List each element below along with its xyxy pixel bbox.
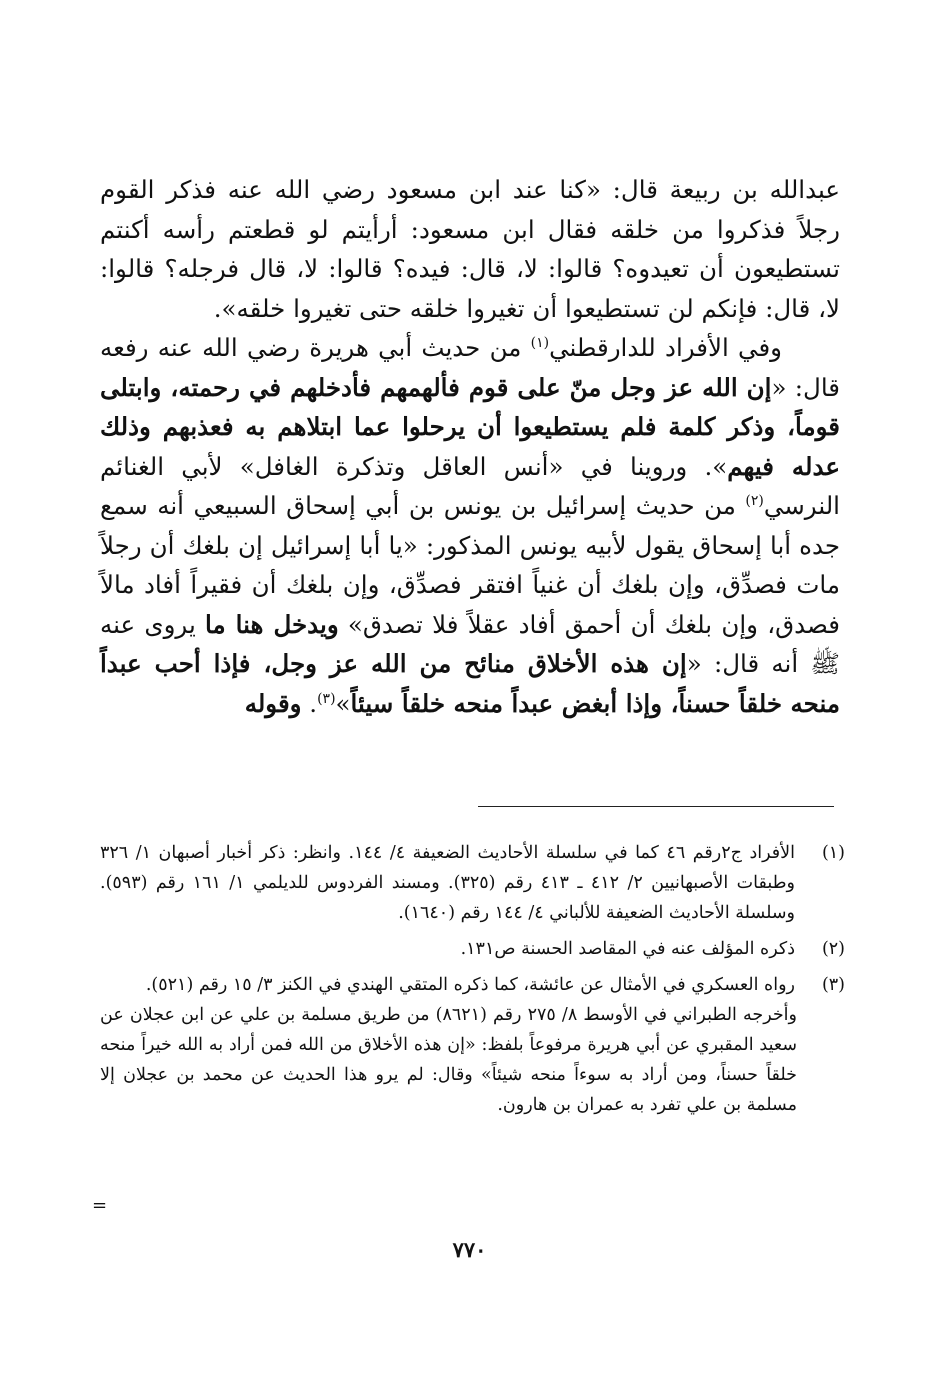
text-span: وفي الأفراد للدارقطني [549,333,782,362]
text-span: » [335,688,351,718]
bold-phrase: ويدخل هنا ما [205,609,339,639]
page-number: ٧٧٠ [452,1237,487,1262]
hadith-text: إن هذه الأخلاق منائح من الله عز وجل، فإذا أحب عبداً منحه خلقاً حسناً، وإذا أبغض عبداً منحه خلقاً سيئاً [100,649,840,718]
footnote-number: (٢) [821,939,845,959]
footnote-2 [100,934,845,964]
footnote-ref-2[interactable]: (٢) [745,492,764,509]
paragraph-2 [100,328,840,723]
footnote-line: وأخرجه الطبراني في الأوسط ٨/ ٢٧٥ رقم (٨٦٢١) من طريق مسلمة بن علي عن ابن عجلان عن سعيد المقبري عن أبي هريرة مرفوعاً بلفظ: «إن هذه الأخلاق من الله فمن أراد به الله خيراً منحه خلقاً حسناً، ومن أراد به سوءاً منحه شيئاً» وقال: لم يرو هذا الحديث عن محمد بن عجلان إلا مسلمة بن علي تفرد به عمران بن هارون. [100,1005,797,1115]
main-text [100,170,840,723]
footnote-text [100,934,795,964]
footnotes [100,838,845,1126]
text-span: يروى عنه ﷺ أنه قال: « [100,609,840,678]
text-span: . [301,688,318,718]
footnote-ref-3[interactable]: (٣) [317,690,336,707]
text-span: من حديث أبي هريرة رضي الله عنه رفعه قال: « [100,333,840,402]
paragraph-1: عبدالله بن ربيعة قال: «كنا عند ابن مسعود رضي الله عنه فذكر القوم رجلاً فذكروا من خلقه فقال ابن مسعود: أرأيتم لو قطعتم رأسه أكنتم تستطيعون أن تعيدوه؟ قالوا: لا، قال: فيده؟ قالوا: لا، قال فرجله؟ قالوا: لا، قال: فإنكم لن تستطيعوا أن تغيروا خلقه حتى تغيروا خلقه». [100,175,840,323]
footnote-line: الأفراد ج٢رقم ٤٦ كما في سلسلة الأحاديث الضعيفة ٤/ ١٤٤. وانظر: ذكر أخبار أصبهان ١/ ٣٢٦ وطبقات الأصبهانيين ٢/ ٤١٢ ـ ٤١٣ رقم (٣٢٥). ومسند الفردوس للديلمي ١/ ١٦١ رقم (٥٩٣). وسلسلة الأحاديث الضعيفة للألباني ٤/ ١٤٤ رقم (١٦٤٠). [100,843,795,923]
footnote-line: ذكره المؤلف عنه في المقاصد الحسنة ص١٣١. [460,939,795,959]
footnote-line: رواه العسكري في الأمثال عن عائشة، كما ذكره المتقي الهندي في الكنز ٣/ ١٥ رقم (٥٢١). [145,975,795,995]
footnote-text [100,970,795,1120]
margin-mark: = [92,1195,108,1216]
text-span: من حديث إسرائيل بن يونس بن أبي إسحاق السبيعي أنه سمع جده أبا إسحاق يقول لأبيه يونس المذكور: «يا أبا إسرائيل إن بلغك أن رجلاً مات فصدِّق، وإن بلغك أن غنياً افتقر فصدِّق، وإن بلغك أن فقيراً أفاد مالاً فصدق، وإن بلغك أن أحمق أفاد عقلاً فلا تصدق» [100,491,840,639]
footnote-ref-1[interactable]: (١) [530,334,550,351]
footnote-number: (١) [821,843,845,863]
hadith-text: إن الله عز وجل منّ على قوم فألهمهم فأدخلهم في رحمته، وابتلى قوماً، وذكر كلمة فلم يستطيعوا أن يرحلوا عما ابتلاهم به فعذبهم وذلك عدله فيهم [100,372,841,481]
footnote-1 [100,838,845,928]
footnote-3 [100,970,845,1120]
footnote-text [100,838,795,928]
footnote-number: (٣) [821,975,845,995]
bold-phrase: وقوله [244,688,302,718]
text-span: ». وروينا في «أنس العاقل وتذكرة الغافل» لأبي الغنائم النرسي [100,451,840,520]
footnote-separator [478,806,834,807]
